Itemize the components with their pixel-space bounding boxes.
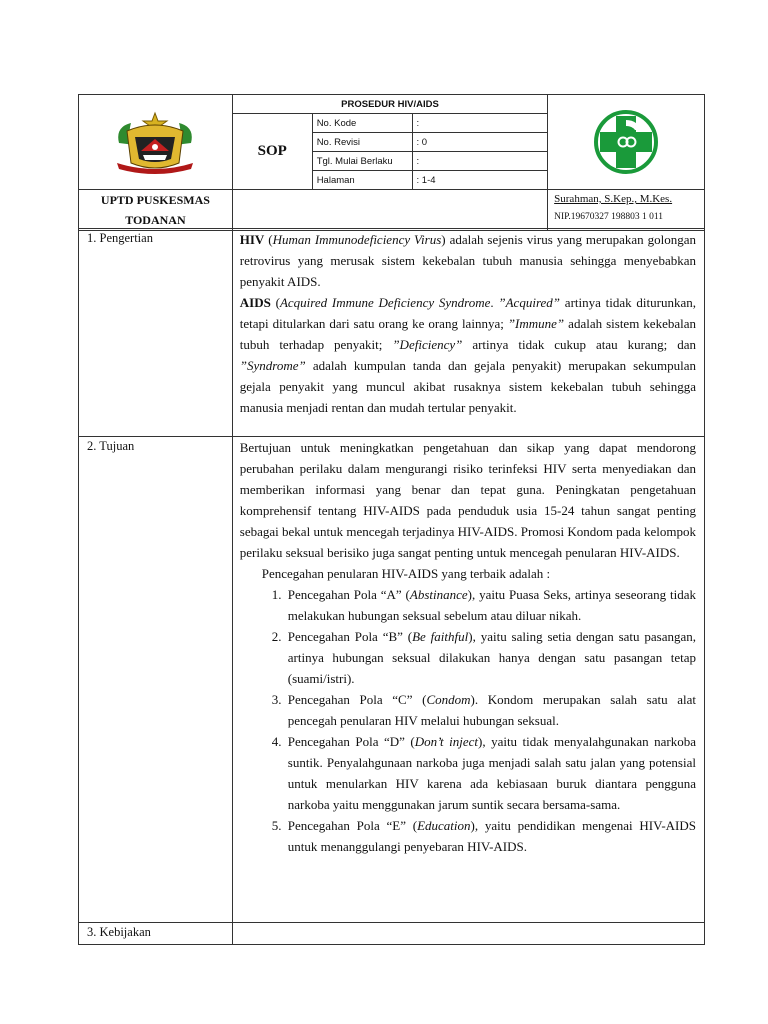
list-item: 2. Pencegahan Pola “B” (Be faithful), yaitu saling setia dengan satu pasangan, artinya hubungan seksual dilakukan hanya dengan satu pasangan tetap (suami/istri). xyxy=(285,626,696,689)
list-item: 5. Pencegahan Pola “E” (Education), yaitu pendidikan mengenai HIV-AIDS untuk menanggulangi penyebaran HIV-AIDS. xyxy=(285,815,696,857)
immune-text: adalah sistem kekebalan tubuh terhadap penyakit; xyxy=(239,316,697,352)
syndrome-text: adalah kumpulan tanda dan gejala penyakit) merupakan sekumpulan gejala penyakit yang muncul akibat rusaknya sistem kekebalan tubuh sehingga manusia menjadi rentan dan mudah tertular penyakit. xyxy=(239,358,696,415)
section-label-kebijakan: 3. Kebijakan xyxy=(79,923,233,945)
org-line-2: TODANAN xyxy=(125,213,186,227)
acquired-term: ”Acquired” xyxy=(498,295,561,310)
meta-value-kode: : xyxy=(412,114,548,133)
list-item: 1. Pencegahan Pola “A” (Abstinance), yaitu Puasa Seks, artinya seseorang tidak melakukan hubungan seksual sebelum atau diluar nikah. xyxy=(285,584,696,626)
hiv-term: HIV xyxy=(239,232,265,247)
hiv-expansion: Human Immunodeficiency Virus xyxy=(272,232,442,247)
meta-label-revisi: No. Revisi xyxy=(312,133,412,152)
section-label-tujuan: 2. Tujuan xyxy=(79,437,233,923)
blank-cell xyxy=(232,190,547,231)
sop-label: SOP xyxy=(232,114,312,190)
sop-document xyxy=(78,94,705,946)
aids-expansion: Acquired Immune Deficiency Syndrome xyxy=(279,295,491,310)
section-tujuan xyxy=(232,437,704,923)
meta-value-halaman: : 1-4 xyxy=(412,171,548,190)
syndrome-term: ”Syndrome” xyxy=(239,358,306,373)
hiv-definition: HIV (Human Immunodeficiency Virus) adalah sejenis virus yang merupakan golongan retrovirus yang merusak sistem kekebalan tubuh manusia sehingga menyebabkan penyakit AIDS. xyxy=(239,232,696,289)
content-table xyxy=(78,228,705,945)
meta-label-kode: No. Kode xyxy=(312,114,412,133)
section-pengertian xyxy=(232,229,704,437)
tujuan-paragraph: Bertujuan untuk meningkatkan pengetahuan dan sikap yang dapat mendorong perubahan perilaku dalam mengurangi risiko terinfeksi HIV serta menyediakan dan memberikan informasi yang benar dan tepat guna. Peningkatan pengetahuan komprehensif tentang HIV-AIDS pada penduduk usia 15-24 tahun sangat penting sebagai bekal untuk mencegah terjadinya HIV-AIDS. Promosi Kondom pada kelompok perilaku seksual berisiko juga sangat penting untuk mencegah penularan HIV-AIDS. xyxy=(239,440,696,560)
regency-emblem-icon xyxy=(105,109,205,175)
meta-label-halaman: Halaman xyxy=(312,171,412,190)
prevention-intro: Pencegahan penularan HIV-AIDS yang terbaik adalah : xyxy=(261,566,551,581)
puskesmas-cross-logo-icon xyxy=(579,106,673,178)
section-kebijakan xyxy=(232,923,704,945)
meta-value-revisi: : 0 xyxy=(412,133,548,152)
puskesmas-logo-cell xyxy=(548,95,705,190)
section-label-pengertian: 1. Pengertian xyxy=(79,229,233,437)
signer-nip: NIP.19670327 198803 1 011 xyxy=(554,212,664,222)
deficiency-text: artinya tidak cukup atau kurang; dan xyxy=(472,337,696,352)
regency-logo-cell xyxy=(79,95,233,190)
header-table xyxy=(78,94,705,231)
signer-name: Surahman, S.Kep., M.Kes. xyxy=(554,193,673,205)
aids-term: AIDS xyxy=(239,295,271,310)
deficiency-term: ”Deficiency” xyxy=(392,337,463,352)
acquired-text: artinya tidak diturunkan, tetapi ditularkan dari satu orang ke orang lainnya; xyxy=(239,295,696,331)
hiv-text: adalah sejenis virus yang merupakan golongan retrovirus yang merusak sistem kekebalan tubuh manusia sehingga menyebabkan penyakit AIDS. xyxy=(239,232,696,289)
prevention-list xyxy=(240,584,696,857)
list-item: 3. Pencegahan Pola “C” (Condom). Kondom merupakan salah satu alat pencegah penularan HIV melalui hubungan seksual. xyxy=(285,689,696,731)
document-title: PROSEDUR HIV/AIDS xyxy=(232,95,547,114)
org-line-1: UPTD PUSKESMAS xyxy=(100,193,210,207)
signer-cell xyxy=(548,190,705,231)
immune-term: ”Immune” xyxy=(507,316,565,331)
meta-label-tgl: Tgl. Mulai Berlaku xyxy=(312,152,412,171)
org-name xyxy=(79,190,233,231)
list-item: 4. Pencegahan Pola “D” (Don’t inject), yaitu tidak menyalahgunakan narkoba suntik. Penyalahgunaan narkoba juga menjadi salah satu jalan yang potensial untuk menularkan HIV karena ada kebiasaan buruk diantara pengguna narkoba yaitu menggunakan jarum suntik secara bersama-sama. xyxy=(285,731,696,815)
aids-definition: AIDS (Acquired Immune Deficiency Syndrome. ”Acquired” artinya tidak diturunkan, tetapi ditularkan dari satu orang ke orang lainnya; ”Immune” adalah sistem kekebalan tubuh terhadap penyakit; ”Deficiency” artinya tidak cukup atau kurang; dan ”Syndrome” adalah kumpulan tanda dan gejala penyakit) merupakan sekumpulan gejala penyakit yang muncul akibat rusaknya sistem kekebalan tubuh sehingga manusia menjadi rentan dan mudah tertular penyakit. xyxy=(239,295,697,415)
meta-value-tgl: : xyxy=(412,152,548,171)
